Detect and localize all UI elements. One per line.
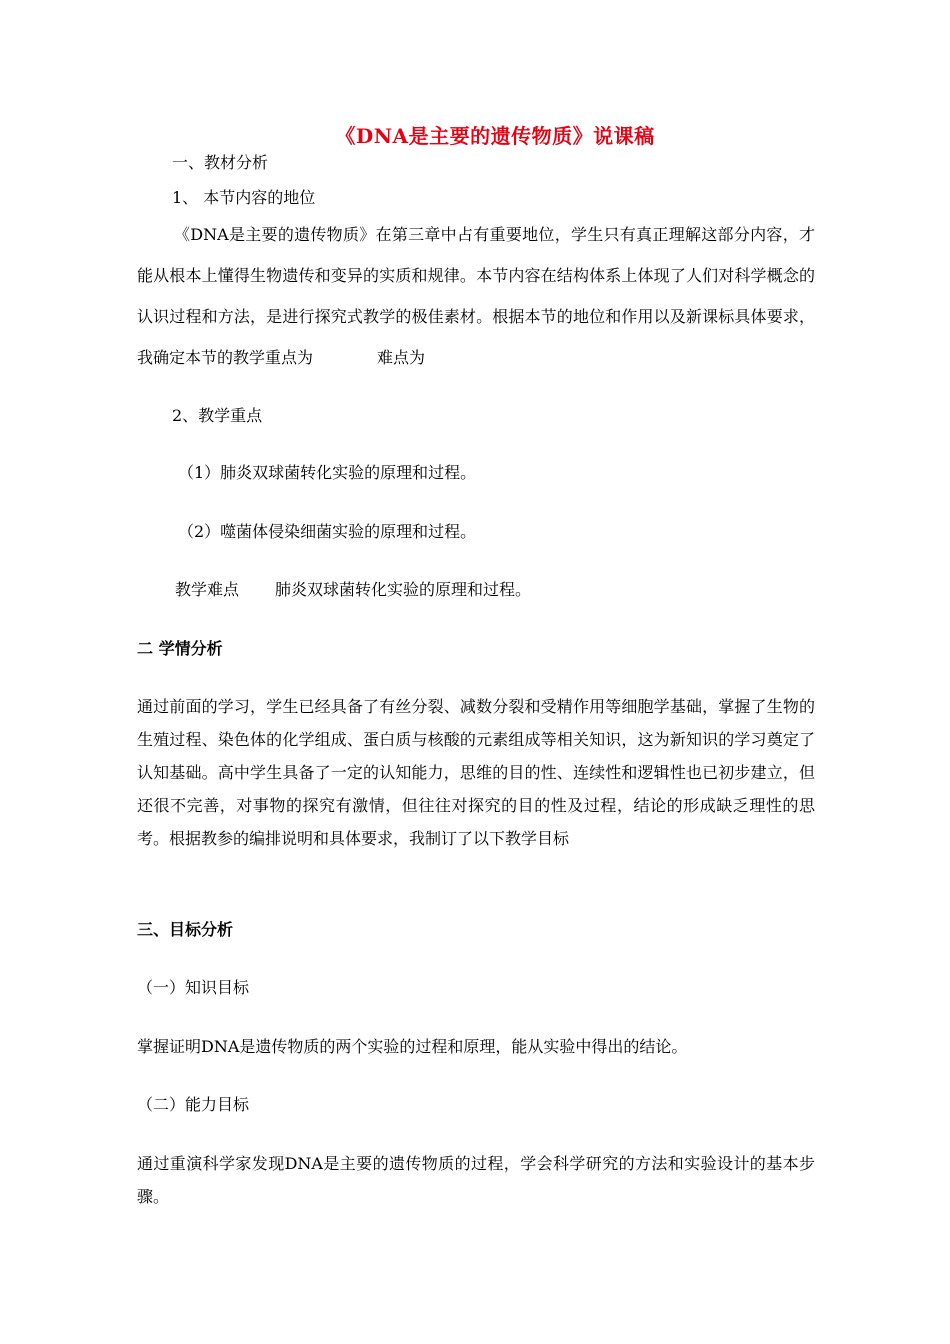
section-heading-goal-analysis: 三、目标分析 — [137, 920, 234, 939]
subheading-section-position: 1、 本节内容的地位 — [172, 188, 316, 207]
difficulty-label: 教学难点 — [175, 580, 240, 599]
difficulty-text: 肺炎双球菌转化实验的原理和过程。 — [275, 580, 532, 599]
ability-goal-heading: （二）能力目标 — [137, 1095, 250, 1114]
section-heading-student-analysis: 二 学情分析 — [137, 639, 223, 658]
focus-point-2: （2）噬菌体侵染细菌实验的原理和过程。 — [178, 522, 477, 541]
document-title: 《DNA是主要的遗传物质》说课稿 — [335, 124, 655, 148]
ability-goal-text: 通过重演科学家发现DNA是主要的遗传物质的过程，学会科学研究的方法和实验设计的基本步骤。 — [137, 1154, 815, 1206]
knowledge-goal-heading: （一）知识目标 — [137, 978, 250, 997]
section-heading-textbook-analysis: 一、教材分析 — [172, 153, 269, 172]
paragraph-textbook-analysis: 《DNA是主要的遗传物质》在第三章中占有重要地位，学生只有真正理解这部分内容，才能从根本上懂得生物遗传和变异的实质和规律。本节内容在结构体系上体现了人们对科学概念的认识过程和方法，是进行探究式教学的极佳素材。根据本节的地位和作用以及新课标具体要求，我确定本节的教学重点为 难点为 — [137, 225, 815, 367]
knowledge-goal-text: 掌握证明DNA是遗传物质的两个实验的过程和原理，能从实验中得出的结论。 — [137, 1037, 688, 1056]
paragraph-student-analysis: 通过前面的学习，学生已经具备了有丝分裂、减数分裂和受精作用等细胞学基础，掌握了生物的生殖过程、染色体的化学组成、蛋白质与核酸的元素组成等相关知识，这为新知识的学习奠定了认知基础。高中学生具备了一定的认知能力，思维的目的性、连续性和逻辑性也已初步建立，但还很不完善，对事物的探究有激情，但往往对探究的目的性及过程，结论的形成缺乏理性的思考。根据教参的编排说明和具体要求，我制订了以下教学目标 — [137, 697, 815, 848]
subheading-teaching-focus: 2、教学重点 — [172, 406, 263, 425]
focus-point-1: （1）肺炎双球菌转化实验的原理和过程。 — [178, 463, 477, 482]
